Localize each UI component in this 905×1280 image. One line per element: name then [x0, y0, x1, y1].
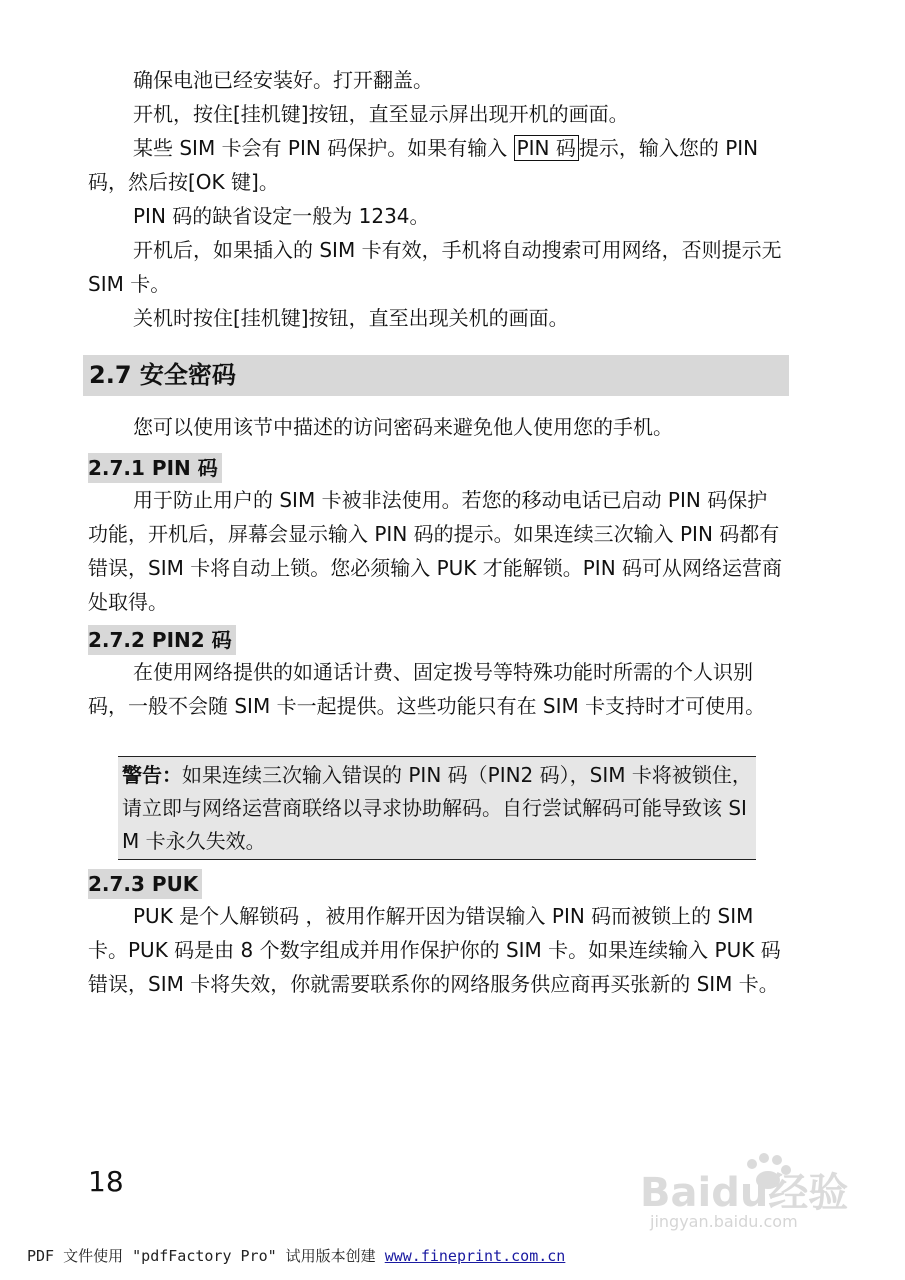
page-number: 18	[88, 1165, 124, 1198]
paragraph-puk: PUK 是个人解锁码 ，被用作解开因为错误输入 PIN 码而被锁上的 SIM 卡。PUK 码是由 8 个数字组成并用作保护你的 SIM 卡。如果连续输入 PUK 码错误，SIM 卡将失效，你就需要联系你的网络服务供应商再买张新的 SIM 卡。	[88, 904, 781, 996]
subsection-heading-pin: 2.7.1 PIN 码	[88, 453, 222, 483]
baidu-paw-logo-icon	[640, 1150, 850, 1212]
paragraph-default-pin: PIN 码的缺省设定一般为 1234。	[133, 204, 430, 228]
pdf-footer	[27, 1245, 565, 1266]
pin-prompt-text-a: 某些 SIM 卡会有 PIN 码保护。如果有输入	[133, 136, 514, 160]
warning-box	[118, 756, 756, 860]
pin-prompt-text-b: 提示，输入您的 PIN 码，然后按[OK 键]。	[88, 136, 759, 194]
paragraph-pin-prompt	[88, 131, 784, 199]
paragraph-power-on: 开机，按住[挂机键]按钮，直至显示屏出现开机的画面。	[133, 102, 629, 126]
watermark-logo-text: Baidu经验	[640, 1170, 849, 1212]
warning-content	[122, 759, 752, 858]
paragraph-section-intro: 您可以使用该节中描述的访问密码来避免他人使用您的手机。	[133, 415, 673, 439]
warning-label: 警告：	[122, 763, 182, 787]
baidu-jingyan-watermark	[640, 1150, 850, 1240]
footer-text: PDF 文件使用 "pdfFactory Pro" 试用版本创建	[27, 1247, 385, 1265]
paragraph-network-search: 开机后，如果插入的 SIM 卡有效，手机将自动搜索可用网络，否则提示无 SIM 卡。	[88, 238, 782, 296]
subsection-heading-puk: 2.7.3 PUK	[88, 869, 202, 899]
paragraph-pin: 用于防止用户的 SIM 卡被非法使用。若您的移动电话已启动 PIN 码保护功能，开机后，屏幕会显示输入 PIN 码的提示。如果连续三次输入 PIN 码都有错误，SIM 卡将自动上锁。您必须输入 PUK 才能解锁。PIN 码可从网络运营商处取得。	[88, 488, 783, 614]
warning-text: 如果连续三次输入错误的 PIN 码（PIN2 码），SIM 卡将被锁住，请立即与网络运营商联络以寻求协助解码。自行尝试解码可能导致该 SIM 卡永久失效。	[122, 763, 752, 853]
watermark-url: jingyan.baidu.com	[650, 1212, 798, 1231]
pin-prompt-boxed-label: PIN 码	[514, 135, 579, 161]
subsection-heading-pin2: 2.7.2 PIN2 码	[88, 625, 236, 655]
section-heading-security-codes: 2.7 安全密码	[83, 355, 789, 396]
paragraph-pin2: 在使用网络提供的如通话计费、固定拨号等特殊功能时所需的个人识别码，一般不会随 SIM 卡一起提供。这些功能只有在 SIM 卡支持时才可使用。	[88, 660, 766, 718]
paragraph-power-off: 关机时按住[挂机键]按钮，直至出现关机的画面。	[133, 306, 569, 330]
paragraph-battery: 确保电池已经安装好。打开翻盖。	[133, 68, 433, 92]
footer-link[interactable]: www.fineprint.com.cn	[384, 1247, 566, 1265]
